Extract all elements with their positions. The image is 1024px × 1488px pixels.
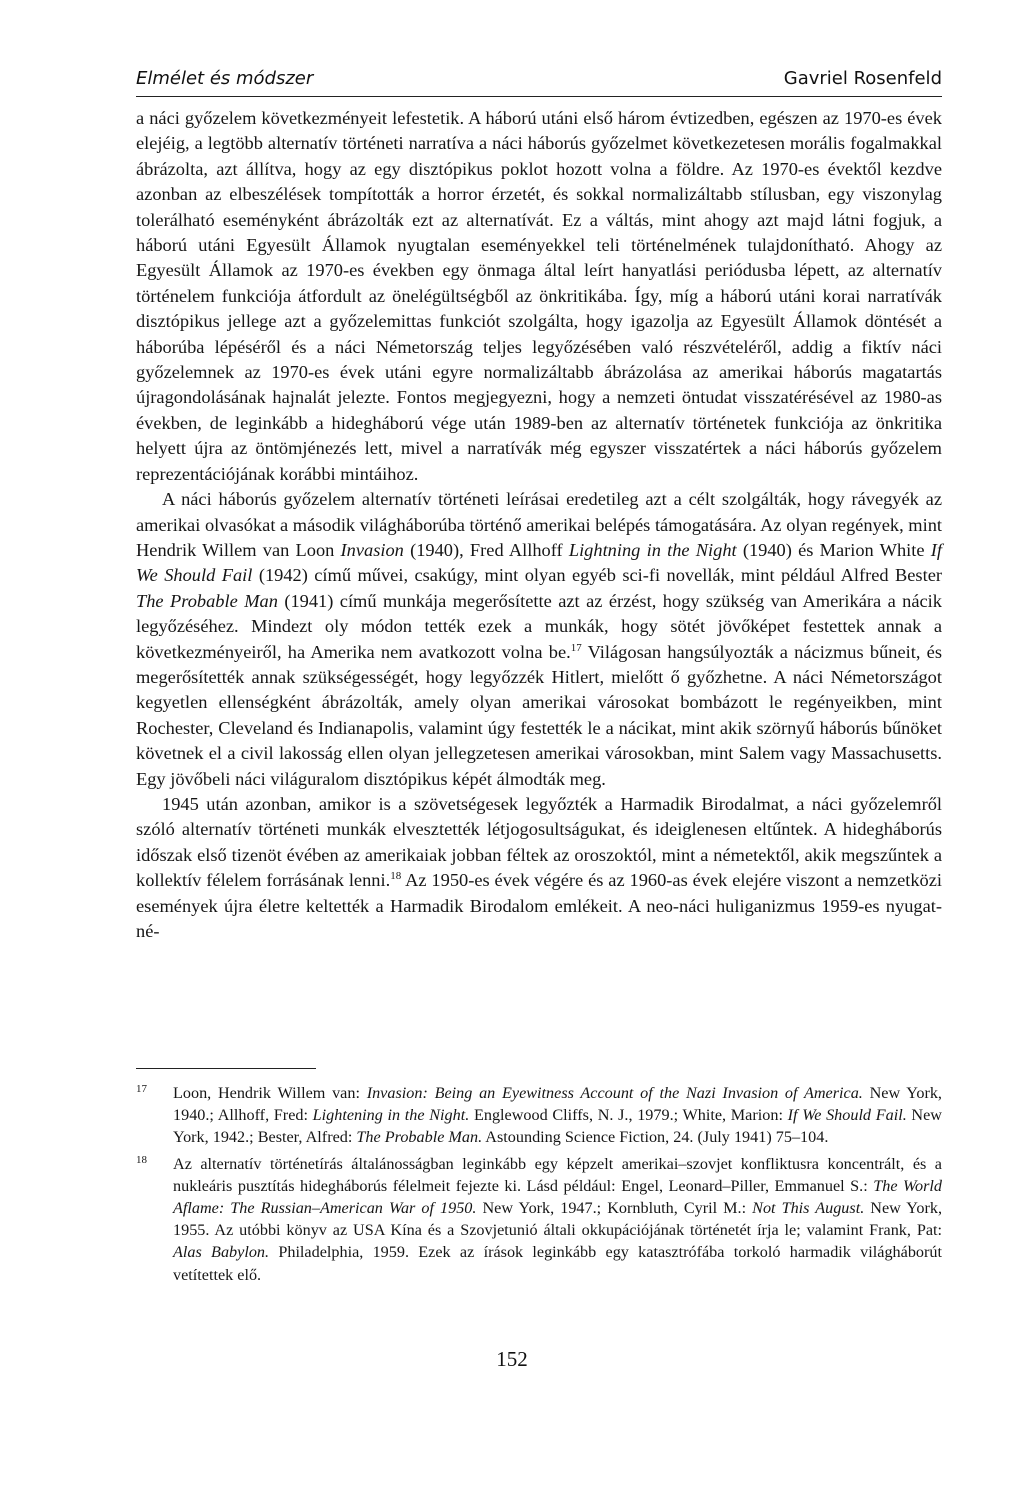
- header-section-title: Elmélet és módszer: [136, 68, 314, 89]
- italic-title: If We Should Fail: [136, 539, 942, 586]
- text-run: New York, 1942.; Bester, Alfred:: [173, 1106, 942, 1147]
- text-run: (1941) című munkája megerősítette azt az érzést, hogy szükség van Amerikára a nácik legyőzéséhez. Mindezt oly módon tették ezek a munkák, hogy sötét jövőképet festettek annak a következményeiről, ha Amerika nem avatkozott volna be.: [136, 590, 942, 662]
- page-number: 152: [496, 1347, 528, 1371]
- footnote-number: 18: [136, 1153, 147, 1166]
- italic-title: The Probable Man.: [356, 1128, 483, 1147]
- text-run: Astounding Science Fiction, 24. (July 1941) 75–104.: [482, 1128, 829, 1147]
- footnote-text: [173, 1155, 942, 1284]
- text-run: (1940) és Marion White: [736, 539, 931, 560]
- text-run: (1942) című művei, csakúgy, mint olyan egyéb sci-fi novellák, mint például Alfred Bester: [252, 565, 942, 586]
- text-run: Philadelphia, 1959. Ezek az írások leginkább egy katasztrófába torkoló harmadik világháborút vetítettek elő.: [173, 1243, 942, 1284]
- text-run: Az 1950-es évek végére és az 1960-as évek elejére viszont a nemzetközi események újra életre keltették a Harmadik Birodalom emlékeit. A neo-náci huliganizmus 1959-es nyugat-né-: [136, 870, 942, 941]
- text-run: New York, 1955. Az utóbbi könyv az USA Kína és a Szovjetunió általi okkupációjának történetét írja le; valamint Frank, Pat:: [173, 1199, 942, 1240]
- text-run: New York, 1947.; Kornbluth, Cyril M.:: [476, 1199, 753, 1218]
- footnote-text: [173, 1084, 942, 1146]
- text-run: Loon, Hendrik Willem van:: [173, 1084, 367, 1102]
- paragraph-3: [136, 792, 942, 944]
- text-run: A náci háborús győzelem alternatív történeti leírásai eredetileg azt a célt szolgálták, hogy rávegyék az amerikai olvasókat a második világháborúba történő amerikai belépés támogatására. Az olyan regények, mint Hendrik Willem van Loon: [136, 489, 942, 560]
- text-run: (1940), Fred Allhoff: [403, 539, 569, 560]
- footnote-number: 17: [136, 1083, 147, 1095]
- body-text: [136, 106, 942, 944]
- text-run: New York, 1940.; Allhoff, Fred:: [173, 1084, 942, 1125]
- italic-title: Lightening in the Night.: [312, 1106, 470, 1125]
- footnote-18: [136, 1153, 942, 1286]
- footnote-ref: 17: [570, 641, 582, 654]
- paragraph-1: [136, 106, 942, 487]
- paragraph-2: [136, 487, 942, 792]
- footnotes: [136, 1082, 942, 1290]
- text-run: 1945 után azonban, amikor is a szövetségesek legyőzték a Harmadik Birodalmat, a náci győzelemről szóló alternatív történeti munkák elvesztették létjogosultságukat, és ideiglenesen eltűntek. A hidegháborús időszak első tizenöt évében az amerikaiak jobban féltek az oroszoktól, mint a németektől, akik megszűntek a kollektív félelem forrásának lenni.: [136, 793, 942, 891]
- italic-title: If We Should Fail.: [787, 1106, 907, 1125]
- text-run: Az alternatív történetírás általánosságban leginkább egy képzelt amerikai–szovjet konfliktusra koncentrált, és a nukleáris pusztítás hidegháborús félelmeit fejezte ki. Lásd például: Engel, Leonard–Piller, Emmanuel S.:: [173, 1154, 942, 1195]
- footnote-separator: [136, 1068, 316, 1069]
- text-run: Englewood Cliffs, N. J., 1979.; White, Marion:: [469, 1106, 788, 1125]
- text-run: a náci győzelem következményeit lefestetik. A háború utáni első három évtizedben, egészen az 1970-es évek elejéig, a legtöbb alternatív történeti narratíva a náci háborús győzelmet következetesen morális fogalmakkal ábrázolta, azt állítva, hogy az egy disztópikus poklot hozott volna a földre. Az 1970-es évektől kezdve azonban az elbeszélések tompították a horror érzetét, és sokkal normalizáltabb stílusban, egy viszonylag tolerálható eseményként ábrázolták ezt az alternatívát. Ez a váltás, mint ahogy azt majd látni fogjuk, a háború utáni Egyesült Államok nyugtalan eseményekkel teli történelmének tulajdonítható. Ahogy az Egyesült Államok az 1970-es években egy önmaga által leírt hanyatlási periódusba lépett, az alternatív történelem funkciója átfordult az önelégültségből az önkritikába. Így, míg a háború utáni korai narratívák disztópikus jellege azt a győzelemittas funkciót szolgálta, hogy igazolja az Egyesült Államok döntését a háborúba lépéséről és a náci Németország teljes legyőzésében való részvételéről, addig a fiktív náci győzelemnek az 1970-es évek utáni egyre normalizáltabb ábrázolása az amerikai háborús magatartás újragondolásának hajnalát jelezte. Fontos megjegyezni, hogy a nemzeti öntudat visszatérésével az 1980-as években, de leginkább a hidegháború vége után 1989-ben az alternatív történetek funkciója az önkritika helyett újra az öntömjénezés lett, mivel a narratívák még egyszer visszatértek a náci háborús győzelem reprezentációjának korábbi mintáihoz.: [136, 108, 942, 484]
- italic-title: Invasion: [340, 539, 404, 560]
- italic-title: Alas Babylon.: [173, 1243, 270, 1262]
- italic-title: The Probable Man: [136, 590, 278, 611]
- italic-title: Lightning in the Night: [568, 539, 737, 560]
- italic-title: The World Aflame: The Russian–American War of 1950.: [173, 1176, 942, 1218]
- italic-title: Invasion: Being an Eyewitness Account of the Nazi Invasion of America.: [366, 1084, 863, 1102]
- footnote-17: [136, 1082, 942, 1149]
- header-author: Gavriel Rosenfeld: [783, 68, 942, 89]
- text-run: Világosan hangsúlyozták a nácizmus bűneit, és megerősítették annak szükségességét, hogy legyőzzék Hitlert, mielőtt ő győzhetne. A náci Németországot kegyetlen ellenségként ábrázolták, amely olyan amerikai városokat bombázott le regényeikben, mint Rochester, Cleveland és Indianapolis, valamint úgy festették le a nácikat, mint akik szörnyű háborús bűnöket követnek el a civil lakosság ellen olyan jellegzetesen amerikai városokban, mint Salem vagy Massachusetts. Egy jövőbeli náci világuralom disztópikus képét álmodták meg.: [136, 641, 942, 789]
- footnote-ref: 18: [390, 870, 402, 883]
- running-header: [136, 66, 942, 97]
- italic-title: Not This August.: [752, 1199, 865, 1218]
